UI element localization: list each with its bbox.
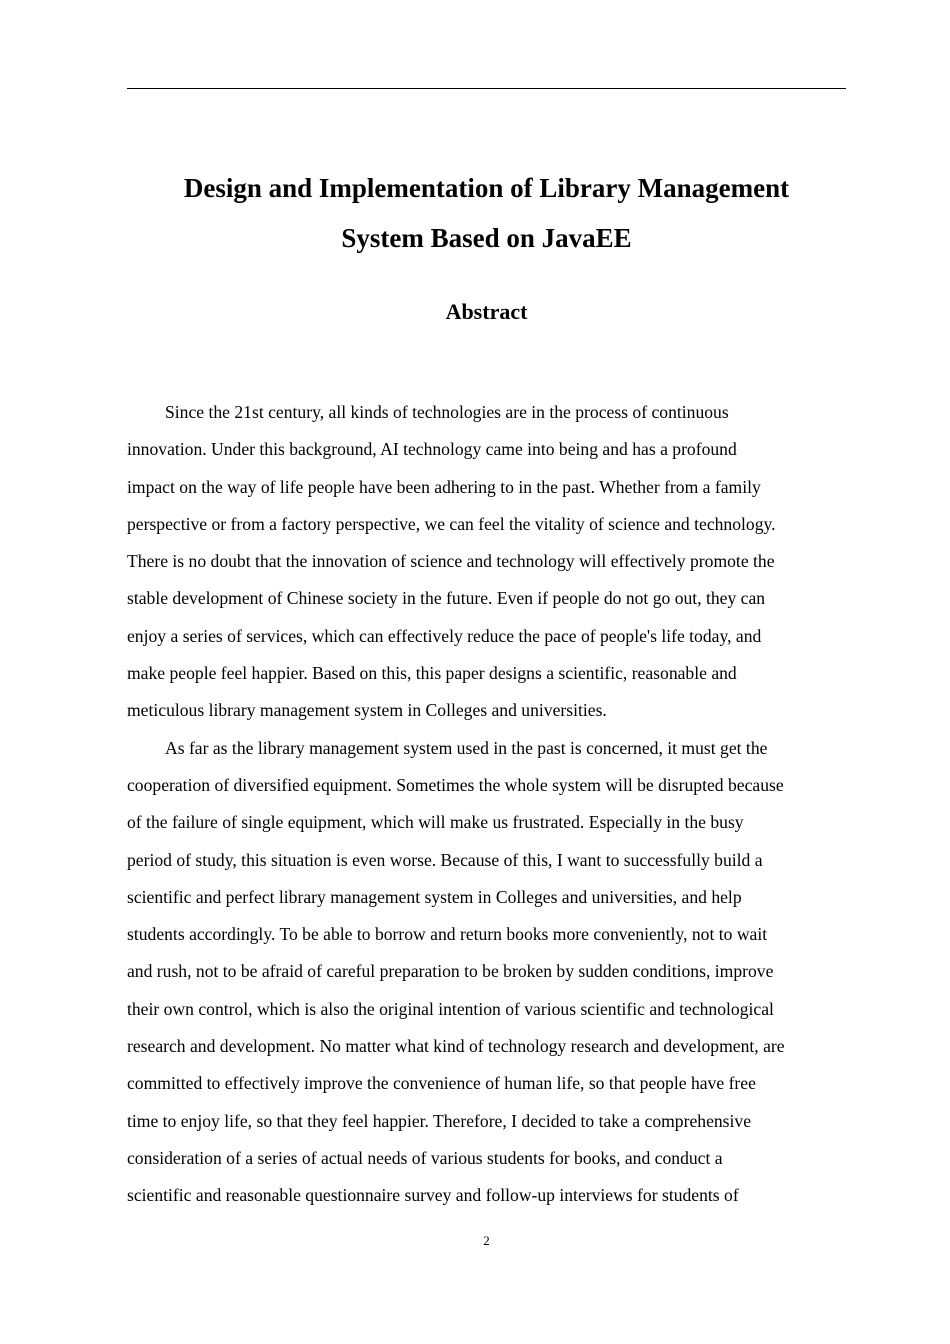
text-line: students accordingly. To be able to borrow and return books more conveniently, not to wait [127,924,768,945]
text-line: cooperation of diversified equipment. Sometimes the whole system will be disrupted because [127,774,784,795]
text-line: their own control, which is also the original intention of various scientific and technological [127,998,774,1019]
abstract-paragraph-2 [127,730,847,1215]
header-rule [127,88,846,89]
title-line-2: System Based on JavaEE [341,223,632,253]
text-line: of the failure of single equipment, which will make us frustrated. Especially in the busy [127,812,744,833]
text-line: scientific and perfect library management system in Colleges and universities, and help [127,886,742,907]
text-line: As far as the library management system used in the past is concerned, it must get the [165,737,768,758]
text-line: perspective or from a factory perspective, we can feel the vitality of science and technology. [127,513,776,534]
text-line: consideration of a series of actual needs of various students for books, and conduct a [127,1147,723,1168]
text-line: period of study, this situation is even worse. Because of this, I want to successfully build a [127,849,763,870]
abstract-paragraph-1 [127,394,847,730]
text-line: committed to effectively improve the convenience of human life, so that people have free [127,1073,756,1094]
text-line: impact on the way of life people have been adhering to in the past. Whether from a family [127,476,761,497]
abstract-body [127,394,847,1215]
text-line: There is no doubt that the innovation of science and technology will effectively promote the [127,551,775,572]
text-line: and rush, not to be afraid of careful preparation to be broken by sudden conditions, improve [127,961,774,982]
text-line: time to enjoy life, so that they feel happier. Therefore, I decided to take a comprehensive [127,1110,752,1131]
text-line: meticulous library management system in Colleges and universities. [127,700,607,721]
abstract-heading: Abstract [445,299,528,324]
text-line: enjoy a series of services, which can effectively reduce the pace of people's life today, and [127,625,762,646]
text-line: innovation. Under this background, AI technology came into being and has a profound [127,439,737,460]
title-line-1: Design and Implementation of Library Management [183,173,790,203]
text-line: make people feel happier. Based on this, this paper designs a scientific, reasonable and [127,663,737,684]
text-line: research and development. No matter what kind of technology research and development, are [127,1036,785,1057]
text-line: scientific and reasonable questionnaire survey and follow-up interviews for students of [127,1185,739,1206]
text-line: stable development of Chinese society in the future. Even if people do not go out, they can [127,588,766,609]
document-title [127,163,846,263]
text-line: Since the 21st century, all kinds of technologies are in the process of continuous [165,402,729,422]
page-number: 2 [483,1233,490,1248]
